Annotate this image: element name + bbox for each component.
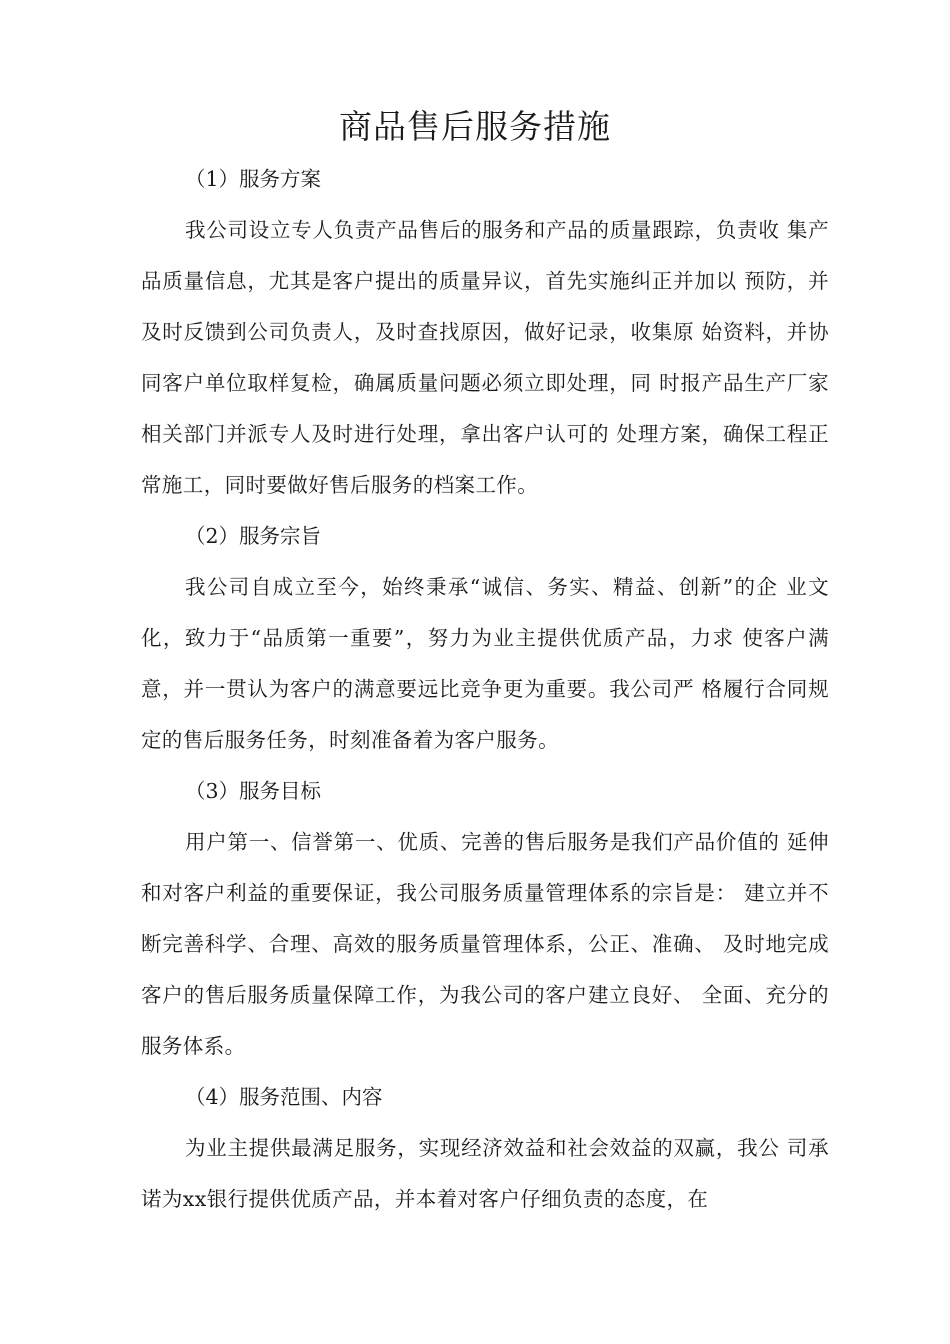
section-heading-service-plan: （1）服务方案 [185,167,322,191]
section-paragraph-service-scope: 为业主提供最满足服务，实现经济效益和社会效益的双赢，我公 司承诺为xx银行提供优质产品，并本着对客户仔细负责的态度，在 [141,1136,829,1211]
section-heading-service-scope: （4）服务范围、内容 [185,1085,383,1109]
section-paragraph-service-plan: 我公司设立专人负责产品售后的服务和产品的质量跟踪，负责收 集产品质量信息，尤其是客户提出的质量异议，首先实施纠正并加以 预防，并及时反馈到公司负责人，及时查找原因，做好记录，收集原 始资料，并协同客户单位取样复检，确属质量问题必须立即处理，同 时报产品生产厂家相关部门并派专人及时进行处理，拿出客户认可的 处理方案，确保工程正常施工，同时要做好售后服务的档案工作。 [141,218,829,497]
document-title: 商品售后服务措施 [339,107,611,146]
section-heading-service-purpose: （2）服务宗旨 [185,524,322,548]
document-body [141,154,829,1225]
section-heading-service-goal: （3）服务目标 [185,779,322,803]
section-paragraph-service-purpose: 我公司自成立至今，始终秉承“诚信、务实、精益、创新”的企 业文化，致力于“品质第一重要”，努力为业主提供优质产品，力求 使客户满意，并一贯认为客户的满意要远比竞争更为重要。我公司严 格履行合同规定的售后服务任务，时刻准备着为客户服务。 [141,575,829,752]
section-paragraph-service-goal: 用户第一、信誉第一、优质、完善的售后服务是我们产品价值的 延伸和对客户利益的重要保证，我公司服务质量管理体系的宗旨是： 建立并不断完善科学、合理、高效的服务质量管理体系，公正、准确、 及时地完成客户的售后服务质量保障工作，为我公司的客户建立良好、 全面、充分的服务体系。 [141,830,829,1058]
